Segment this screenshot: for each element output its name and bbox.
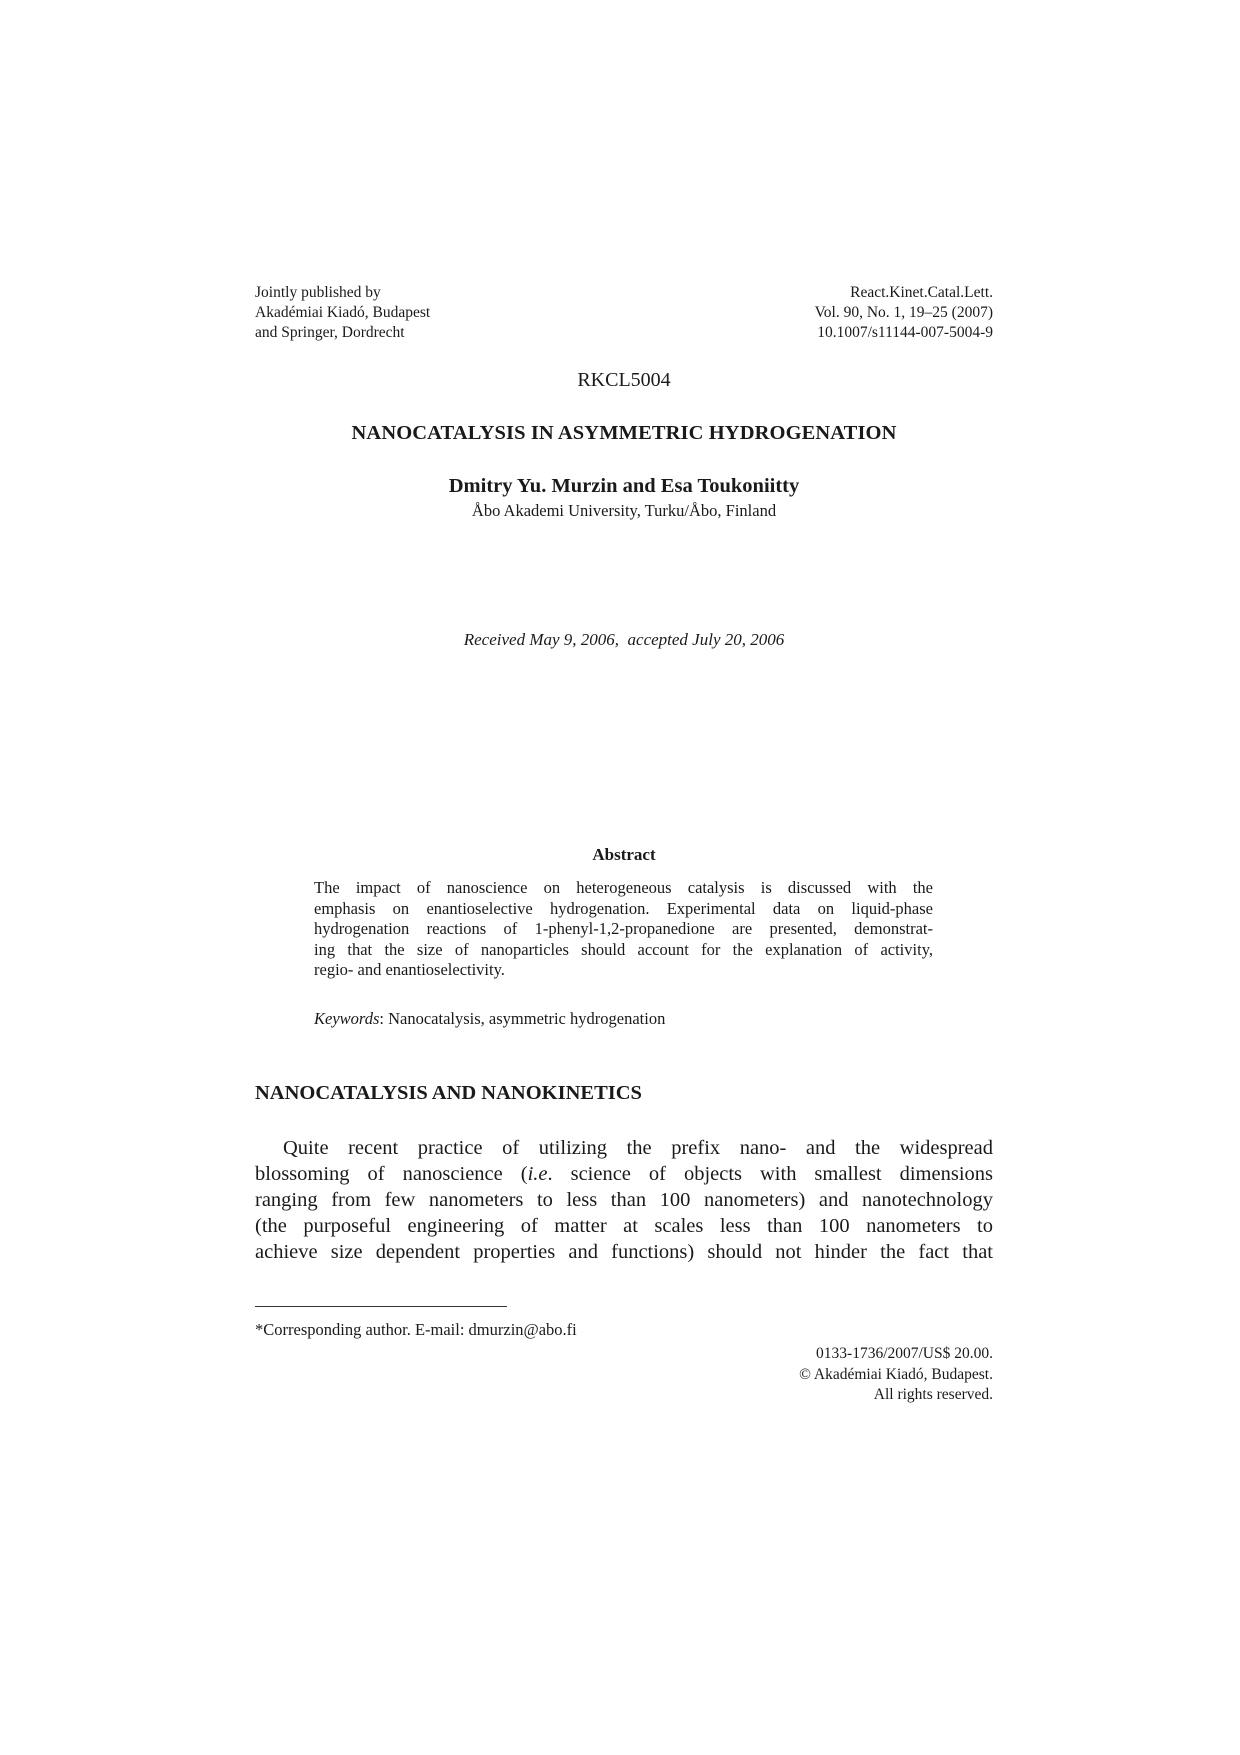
- abstract-line: ing that the size of nanoparticles should account for the explanation of activity,: [314, 939, 933, 959]
- publication-header: [255, 283, 993, 343]
- issn-price: 0133-1736/2007/US$ 20.00.: [816, 1345, 993, 1362]
- publisher-line: Jointly published by: [255, 284, 381, 301]
- journal-volume: Vol. 90, No. 1, 19–25 (2007): [814, 304, 993, 321]
- paragraph-text: . science of objects with smallest dimensions: [547, 1163, 993, 1185]
- paragraph-line: Quite recent practice of utilizing the prefix nano- and the widespread: [283, 1137, 993, 1159]
- journal-info: [815, 283, 993, 343]
- article-authors: Dmitry Yu. Murzin and Esa Toukoniitty: [448, 475, 800, 497]
- paragraph-text: blossoming of nanoscience (: [255, 1163, 528, 1185]
- article-title: NANOCATALYSIS IN ASYMMETRIC HYDROGENATION: [351, 422, 897, 444]
- abstract-line: regio- and enantioselectivity.: [314, 960, 505, 979]
- paragraph-line: [255, 1161, 993, 1187]
- journal-name: React.Kinet.Catal.Lett.: [850, 284, 993, 301]
- keywords: [314, 1009, 933, 1029]
- abstract-line: The impact of nanoscience on heterogeneous catalysis is discussed with the: [314, 878, 933, 897]
- publisher-info: [255, 283, 430, 343]
- author-affiliation: Åbo Akademi University, Turku/Åbo, Finland: [471, 501, 777, 520]
- paragraph-italic: i.e: [527, 1163, 548, 1185]
- publisher-line: and Springer, Dordrecht: [255, 324, 405, 341]
- paragraph-line: achieve size dependent properties and functions) should not hinder the fact that: [255, 1241, 993, 1263]
- paragraph-line: (the purposeful engineering of matter at scales less than 100 nanometers to: [255, 1215, 993, 1237]
- received-dates: Received May 9, 2006, accepted July 20, 2006: [463, 630, 785, 649]
- rights-reserved: All rights reserved.: [873, 1386, 993, 1403]
- body-paragraph: [255, 1135, 993, 1265]
- keywords-text: : Nanocatalysis, asymmetric hydrogenation: [379, 1009, 666, 1028]
- corresponding-author-footnote: *Corresponding author. E-mail: dmurzin@abo.fi: [255, 1320, 577, 1339]
- journal-doi: 10.1007/s11144-007-5004-9: [817, 324, 993, 341]
- copyright-holder: © Akadémiai Kiadó, Budapest.: [799, 1365, 993, 1383]
- footnote-divider: [255, 1306, 507, 1307]
- keywords-label: Keywords: [314, 1009, 380, 1028]
- paper-page: [255, 0, 993, 1755]
- abstract-line: hydrogenation reactions of 1-phenyl-1,2-propanedione are presented, demonstrat-: [314, 919, 933, 938]
- paragraph-line: ranging from few nanometers to less than 100 nanometers) and nanotechnology: [255, 1189, 993, 1211]
- article-code: RKCL5004: [577, 369, 671, 391]
- section-heading: NANOCATALYSIS AND NANOKINETICS: [255, 1082, 642, 1104]
- abstract-body: [314, 878, 933, 981]
- abstract-line: emphasis on enantioselective hydrogenation. Experimental data on liquid-phase: [314, 898, 933, 918]
- copyright-notice: [255, 1344, 993, 1406]
- publisher-line: Akadémiai Kiadó, Budapest: [255, 304, 431, 321]
- abstract-heading: Abstract: [592, 845, 656, 864]
